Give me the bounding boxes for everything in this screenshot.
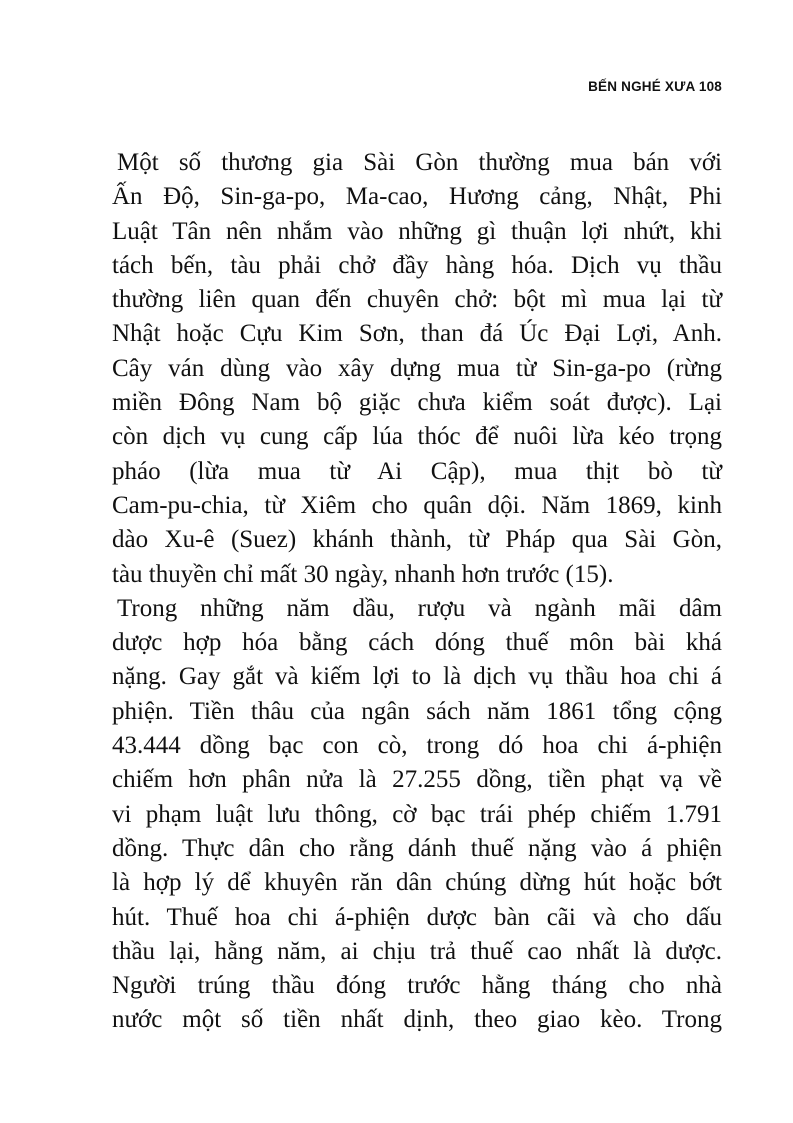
text-line: Một số thương gia Sài Gòn thường mua bán với (117, 149, 722, 176)
text-line: tàu thuyền chỉ mất 30 ngày, nhanh hơn trước (15). (112, 560, 614, 588)
text-line: tách bến, tàu phải chở đầy hàng hóa. Dịch vụ thầu (112, 251, 722, 279)
text-line: Nhật hoặc Cựu Kim Sơn, than đá Úc Đại Lợi, Anh. (112, 320, 722, 348)
running-header: BẾN NGHÉ XƯA 108 (588, 79, 722, 94)
text-line: còn dịch vụ cung cấp lúa thóc để nuôi lừa kéo trọng (112, 423, 722, 451)
text-line: chiếm hơn phân nửa là 27.255 dồng, tiền phạt vạ về (112, 766, 722, 794)
text-line: Cây ván dùng vào xây dựng mua từ Sin-ga-po (rừng (112, 354, 722, 382)
text-line: Luật Tân nên nhắm vào những gì thuận lợi nhứt, khi (112, 217, 722, 245)
paragraph (112, 592, 722, 1038)
text-line: nước một số tiền nhất dịnh, theo giao kèo. Trong (112, 1006, 722, 1034)
text-line: vi phạm luật lưu thông, cờ bạc trái phép chiếm 1.791 (112, 800, 722, 828)
text-line: Cam-pu-chia, từ Xiêm cho quân dội. Năm 1869, kinh (112, 491, 722, 519)
body-text (112, 146, 722, 1038)
text-line: dào Xu-ê (Suez) khánh thành, từ Pháp qua Sài Gòn, (112, 526, 722, 554)
text-line: dồng. Thực dân cho rằng dánh thuế nặng vào á phiện (112, 834, 722, 862)
text-line: miền Đông Nam bộ giặc chưa kiểm soát được). Lại (112, 389, 722, 417)
text-line: phiện. Tiền thâu của ngân sách năm 1861 tổng cộng (112, 697, 722, 725)
text-line: là hợp lý dể khuyên răn dân chúng dừng hút hoặc bớt (112, 869, 722, 897)
text-line: 43.444 dồng bạc con cò, trong dó hoa chi á-phiện (112, 732, 722, 760)
text-line: thường liên quan đến chuyên chở: bột mì mua lại từ (112, 286, 722, 314)
text-line: hút. Thuế hoa chi á-phiện dược bàn cãi và cho dấu (112, 903, 722, 931)
text-line: Người trúng thầu đóng trước hằng tháng cho nhà (112, 972, 722, 1000)
text-line: dược hợp hóa bằng cách dóng thuế môn bài khá (112, 629, 722, 657)
text-line: nặng. Gay gắt và kiếm lợi to là dịch vụ thầu hoa chi á (112, 663, 722, 691)
paragraph (112, 146, 722, 592)
text-line: thầu lại, hằng năm, ai chịu trả thuế cao nhất là dược. (112, 937, 722, 965)
text-line: pháo (lừa mua từ Ai Cập), mua thịt bò từ (112, 457, 722, 485)
text-line: Ấn Độ, Sin-ga-po, Ma-cao, Hương cảng, Nhật, Phi (112, 183, 722, 211)
text-line: Trong những năm dầu, rượu và ngành mãi dâm (117, 594, 722, 622)
